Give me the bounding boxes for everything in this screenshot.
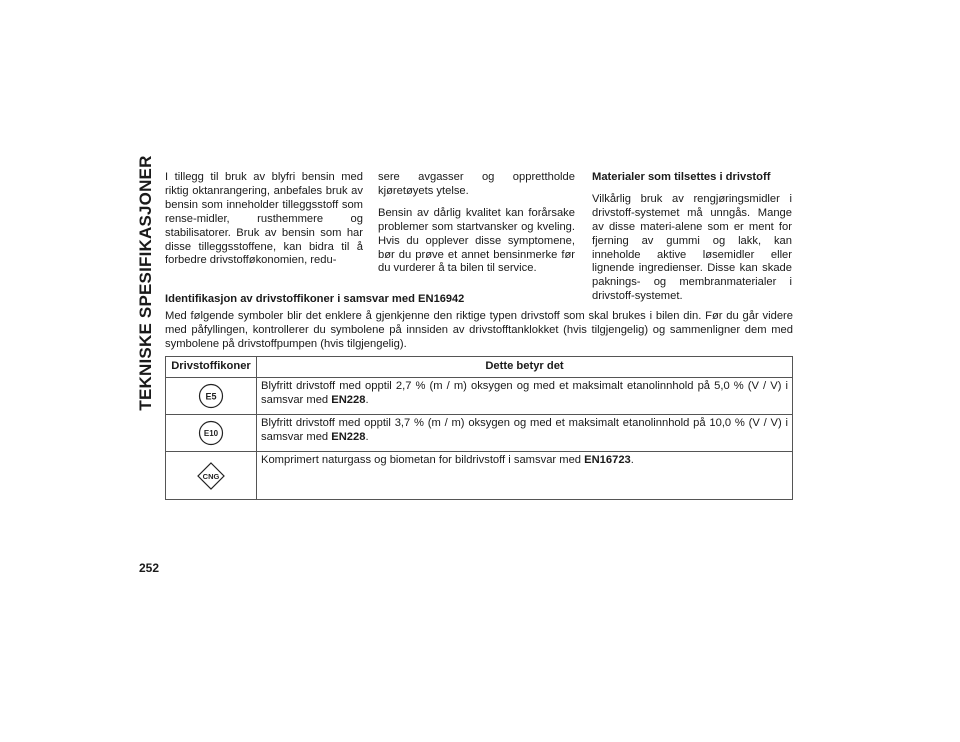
meaning-suffix: . <box>365 430 369 443</box>
meaning-cell <box>257 415 793 452</box>
cng-fuel-icon <box>196 461 226 491</box>
identification-heading <box>165 293 464 305</box>
icon-cell <box>166 378 257 415</box>
header-icons: Drivstoffikoner <box>166 357 257 378</box>
additives-heading: Materialer som tilsettes i drivstoff <box>592 171 771 183</box>
col3-paragraph: Vilkårlig bruk av rengjøringsmidler i drivstoff-systemet må unngås. Mange av disse materi-alene som er ment for fjerning av gummi og lakk, kan inneholde aktive løsemidler eller lignende ingredienser. Disse kan skade paknings- og membranmaterialer i drivstoff-systemet. <box>592 192 792 303</box>
page-number: 252 <box>139 561 160 575</box>
icon-cell <box>166 415 257 452</box>
meaning-suffix: . <box>365 393 369 406</box>
standard-label: EN228 <box>331 430 366 443</box>
e10-icon-label: E10 <box>203 429 219 438</box>
standard-label: EN228 <box>331 393 366 406</box>
table-row <box>166 378 793 415</box>
identification-heading-text: Identifikasjon av drivstoffikoner i samsvar med EN <box>165 293 434 305</box>
icon-cell <box>166 452 257 500</box>
col2-paragraph-1: sere avgasser og opprettholde kjøretøyets ytelse. <box>378 171 575 197</box>
intro-paragraph: Med følgende symboler blir det enklere å gjenkjenne den riktige typen drivstoff som skal brukes i bilen din. Før du går videre med påfyllingen, kontrollerer du symbolene på innsiden av drivstofftanklokket (hvis tilgjengelig) og sammenligner dem med symbolene på drivstoffpumpen (hvis tilgjengelig). <box>165 310 793 350</box>
e10-fuel-icon <box>198 420 224 446</box>
e5-fuel-icon <box>198 383 224 409</box>
table-header-row <box>166 357 793 378</box>
meaning-text: Blyfritt drivstoff med opptil 3,7 % (m / m) oksygen og med et maksimalt etanolinnhold på 10,0 % (V / V) i samsvar med <box>261 417 788 443</box>
fuel-icons-table <box>165 356 793 500</box>
meaning-text: Blyfritt drivstoff med opptil 2,7 % (m / m) oksygen og med et maksimalt etanolinnhold på 5,0 % (V / V) i samsvar med <box>261 380 788 406</box>
text-column-1 <box>165 171 363 276</box>
text-column-2 <box>378 171 575 284</box>
chapter-title-text: TEKNISKE SPESIFIKASJONER <box>136 155 155 411</box>
e5-icon-label: E5 <box>205 391 217 402</box>
standard-label: EN16723 <box>584 454 631 466</box>
table-row <box>166 415 793 452</box>
text-column-3 <box>592 171 792 312</box>
meaning-text: Komprimert naturgass og biometan for bildrivstoff i samsvar med <box>261 454 585 466</box>
meaning-cell <box>257 378 793 415</box>
table-row <box>166 452 793 500</box>
col1-paragraph: I tillegg til bruk av blyfri bensin med riktig oktanrangering, anbefales bruk av bensin som inneholder tilleggsstoff som rense-midler, rusthemmere og stabilisatorer. Bruk av bensin som har disse tilleggsstoffene, kan bidra til å forbedre drivstofføkonomien, redu- <box>165 171 363 267</box>
header-meaning: Dette betyr det <box>257 357 793 378</box>
cng-icon-label: CNG <box>202 471 220 481</box>
chapter-side-title <box>132 155 160 411</box>
meaning-cell <box>257 452 793 500</box>
meaning-suffix: . <box>630 454 634 466</box>
col2-paragraph-2: Bensin av dårlig kvalitet kan forårsake problemer som startvansker og kveling. Hvis du opplever disse symptomene, bør du prøve et annet bensinmerke før du vurderer å ta bilen til service. <box>378 206 575 275</box>
identification-heading-standard: 16942 <box>433 293 465 305</box>
